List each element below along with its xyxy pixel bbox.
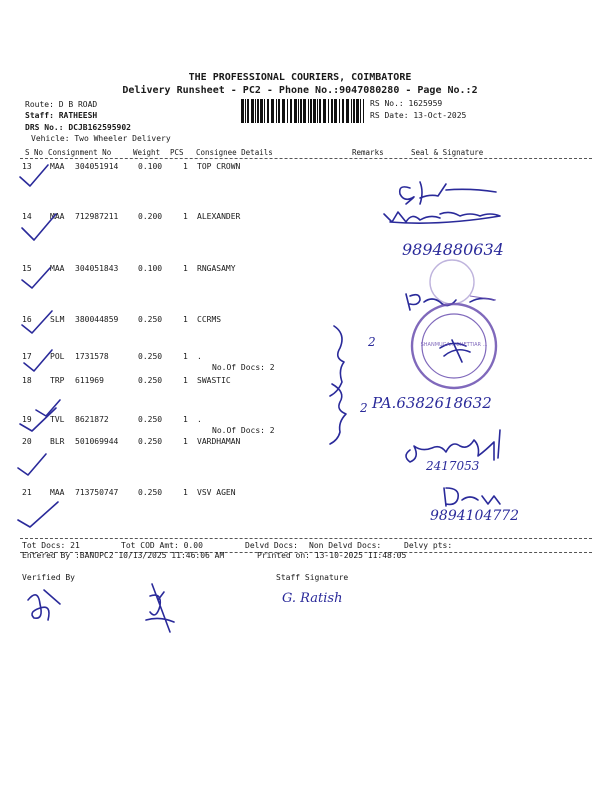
staff: Staff: RATHEESH — [25, 111, 98, 120]
row-sno: 16 — [22, 315, 32, 324]
barcode-bar — [282, 99, 285, 123]
row-docs-count: No.Of Docs: 2 — [212, 363, 275, 372]
barcode-bar — [351, 99, 352, 123]
table-row — [0, 376, 600, 390]
row-prefix: MAA — [50, 162, 65, 171]
row-pcs: 1 — [183, 212, 188, 221]
row-sno: 20 — [22, 437, 32, 446]
runsheet-title: Delivery Runsheet - PC2 - Phone No.:9047080280 - Page No.:2 — [122, 85, 478, 96]
barcode-bar — [300, 99, 302, 123]
row-pcs: 1 — [183, 162, 188, 171]
row-weight: 0.250 — [138, 315, 163, 324]
route: Route: D B ROAD — [25, 100, 98, 109]
handwritten-number: 2417053 — [426, 459, 480, 473]
col-seal: Seal & Signature — [411, 148, 484, 157]
barcode-bar — [346, 99, 349, 123]
total-cod: Tot COD Amt: 0.00 — [121, 541, 203, 550]
row-sno: 17 — [22, 352, 32, 361]
row-consignee: SWASTIC — [197, 376, 231, 385]
row-sno: 13 — [22, 162, 32, 171]
barcode-bar — [328, 99, 329, 123]
row-consignment-no: 304051843 — [75, 264, 119, 273]
verified-by-signature — [146, 584, 174, 632]
header-divider — [20, 158, 592, 159]
row-sno: 18 — [22, 376, 32, 385]
table-row — [0, 315, 600, 329]
row-consignment-no: 712987211 — [75, 212, 119, 221]
row-weight: 0.200 — [138, 212, 163, 221]
barcode-bar — [245, 99, 246, 123]
rs-number: RS No.: 1625959 — [370, 99, 443, 108]
row-consignee: CCRMS — [197, 315, 222, 324]
row-weight: 0.100 — [138, 162, 163, 171]
col-pcs: PCS — [170, 148, 184, 157]
barcode-bar — [278, 99, 280, 123]
checkmark-icon — [36, 400, 60, 416]
barcode-bar — [303, 99, 306, 123]
non-delivered-docs: Non Delvd Docs: — [309, 541, 382, 550]
row-weight: 0.100 — [138, 264, 163, 273]
delivery-points: Delvy pts: — [404, 541, 453, 550]
signature-mark — [400, 182, 496, 204]
table-row — [0, 212, 600, 226]
barcode-bar — [260, 99, 263, 123]
col-consignment: Consignment No — [48, 148, 112, 157]
barcode-bar — [241, 99, 244, 123]
row-pcs: 1 — [183, 488, 188, 497]
barcode-bar — [287, 99, 288, 123]
row-consignee: . — [197, 352, 202, 361]
table-row — [0, 488, 600, 502]
barcode-bar — [353, 99, 355, 123]
barcode-bar — [290, 99, 292, 123]
table-row — [0, 415, 600, 435]
stamp-text: SHANMUGA... CHETTIAR ... — [420, 342, 488, 348]
row-consignment-no: 713750747 — [75, 488, 119, 497]
row-consignment-no: 1731578 — [75, 352, 109, 361]
col-sno: S No — [25, 148, 44, 157]
total-docs: Tot Docs: 21 — [22, 541, 80, 550]
barcode-bar — [363, 99, 364, 123]
row-consignment-no: 304051914 — [75, 162, 119, 171]
barcode-bar — [317, 99, 318, 123]
barcode-bar — [298, 99, 299, 123]
entered-by: Entered By :BANUPC2 10/13/2025 11:46:06 AM — [22, 551, 225, 560]
barcode-bar — [334, 99, 337, 123]
vehicle: Vehicle: Two Wheeler Delivery — [31, 134, 171, 143]
row-sno: 15 — [22, 264, 32, 273]
rs-date: RS Date: 13-Oct-2025 — [370, 111, 467, 120]
row-docs-count: No.Of Docs: 2 — [212, 426, 275, 435]
row-pcs: 1 — [183, 415, 188, 424]
row-consignee: VSV AGEN — [197, 488, 236, 497]
row-prefix: BLR — [50, 437, 65, 446]
row-consignee: TOP CROWN — [197, 162, 241, 171]
checkmark-icon — [18, 502, 58, 527]
table-row — [0, 352, 600, 372]
barcode-bar — [342, 99, 344, 123]
row-pcs: 1 — [183, 352, 188, 361]
barcode-bar — [310, 99, 312, 123]
row-consignee: ALEXANDER — [197, 212, 241, 221]
row-prefix: MAA — [50, 264, 65, 273]
printed-on: Printed on: 13-10-2025 11:48:05 — [257, 551, 407, 560]
footer-divider — [20, 538, 592, 539]
barcode-bar — [247, 99, 249, 123]
row-pcs: 1 — [183, 376, 188, 385]
barcode-bar — [323, 99, 326, 123]
handwritten-phone: 9894104772 — [430, 508, 520, 524]
barcode-bar — [271, 99, 274, 123]
barcode-bar — [308, 99, 309, 123]
barcode-bar — [251, 99, 254, 123]
row-prefix: MAA — [50, 212, 65, 221]
row-sno: 21 — [22, 488, 32, 497]
row-weight: 0.250 — [138, 437, 163, 446]
col-consignee: Consignee Details — [196, 148, 273, 157]
barcode — [240, 99, 366, 123]
barcode-bar — [356, 99, 359, 123]
row-weight: 0.250 — [138, 376, 163, 385]
barcode-bar — [360, 99, 361, 123]
drs-number: DRS No.: DCJB162595902 — [25, 123, 131, 132]
barcode-bar — [255, 99, 256, 123]
brace-mark — [330, 384, 346, 444]
table-row — [0, 162, 600, 176]
handwritten-phone: 9894880634 — [402, 240, 504, 259]
barcode-bar — [264, 99, 265, 123]
verified-by-signature — [28, 590, 60, 620]
row-weight: 0.250 — [138, 415, 163, 424]
table-row — [0, 264, 600, 278]
barcode-bar — [339, 99, 340, 123]
row-weight: 0.250 — [138, 352, 163, 361]
barcode-bar — [294, 99, 297, 123]
barcode-bar — [267, 99, 269, 123]
remark-count: 2 — [360, 401, 368, 415]
checkmark-icon — [18, 454, 46, 475]
row-prefix: TVL — [50, 415, 65, 424]
row-consignment-no: 501069944 — [75, 437, 119, 446]
delivered-docs: Delvd Docs: — [245, 541, 298, 550]
signature-mark — [406, 294, 494, 310]
barcode-bar — [319, 99, 321, 123]
col-weight: Weight — [133, 148, 161, 157]
staff-signature-label: Staff Signature — [276, 573, 349, 582]
row-consignee: . — [197, 415, 202, 424]
barcode-bar — [276, 99, 277, 123]
staff-handwritten-signature: G. Ratish — [282, 591, 343, 606]
row-pcs: 1 — [183, 264, 188, 273]
remark-count: 2 — [368, 335, 376, 349]
row-pcs: 1 — [183, 437, 188, 446]
row-consignment-no: 611969 — [75, 376, 104, 385]
row-sno: 19 — [22, 415, 32, 424]
row-sno: 14 — [22, 212, 32, 221]
row-consignment-no: 380044859 — [75, 315, 119, 324]
barcode-bar — [313, 99, 316, 123]
row-prefix: POL — [50, 352, 65, 361]
row-consignee: VARDHAMAN — [197, 437, 241, 446]
row-weight: 0.250 — [138, 488, 163, 497]
company-title: THE PROFESSIONAL COURIERS, COIMBATORE — [188, 72, 412, 83]
row-prefix: MAA — [50, 488, 65, 497]
handwritten-phone: PA.6382618632 — [372, 394, 492, 412]
row-prefix: SLM — [50, 315, 65, 324]
row-pcs: 1 — [183, 315, 188, 324]
table-row — [0, 437, 600, 451]
row-consignee: RNGASAMY — [197, 264, 236, 273]
col-remarks: Remarks — [352, 148, 384, 157]
barcode-bar — [331, 99, 333, 123]
barcode-bar — [257, 99, 259, 123]
row-prefix: TRP — [50, 376, 65, 385]
row-consignment-no: 8621872 — [75, 415, 109, 424]
verified-by-label: Verified By — [22, 573, 75, 582]
